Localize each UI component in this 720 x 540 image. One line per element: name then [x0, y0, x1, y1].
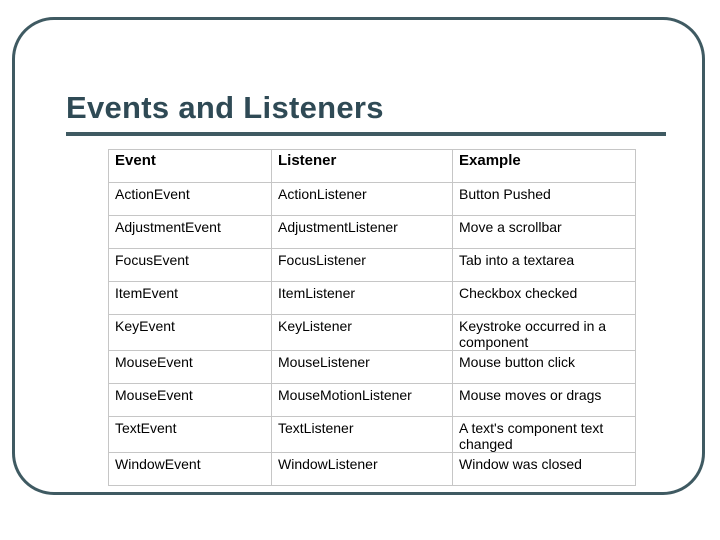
example-cell: Mouse moves or drags — [453, 384, 636, 417]
example-cell: Button Pushed — [453, 183, 636, 216]
event-cell: ItemEvent — [109, 282, 272, 315]
events-table — [108, 149, 636, 486]
listener-cell: TextListener — [272, 417, 453, 453]
listener-cell: MouseListener — [272, 351, 453, 384]
listener-cell: ItemListener — [272, 282, 453, 315]
listener-cell: MouseMotionListener — [272, 384, 453, 417]
listener-cell: WindowListener — [272, 453, 453, 486]
table-row — [109, 315, 636, 351]
table-row — [109, 384, 636, 417]
example-cell: Mouse button click — [453, 351, 636, 384]
event-cell: ActionEvent — [109, 183, 272, 216]
listener-cell: AdjustmentListener — [272, 216, 453, 249]
event-cell: MouseEvent — [109, 384, 272, 417]
event-cell: AdjustmentEvent — [109, 216, 272, 249]
listener-cell: KeyListener — [272, 315, 453, 351]
event-cell: TextEvent — [109, 417, 272, 453]
header-listener: Listener — [272, 150, 453, 183]
table-row — [109, 282, 636, 315]
table-row — [109, 453, 636, 486]
example-cell: Move a scrollbar — [453, 216, 636, 249]
example-cell: Keystroke occurred in a component — [453, 315, 636, 351]
example-cell: Tab into a textarea — [453, 249, 636, 282]
event-cell: WindowEvent — [109, 453, 272, 486]
listener-cell: ActionListener — [272, 183, 453, 216]
event-cell: KeyEvent — [109, 315, 272, 351]
table-row — [109, 351, 636, 384]
table-row — [109, 249, 636, 282]
example-cell: A text's component text changed — [453, 417, 636, 453]
slide-title: Events and Listeners — [66, 90, 384, 125]
header-example: Example — [453, 150, 636, 183]
event-cell: MouseEvent — [109, 351, 272, 384]
table-row — [109, 417, 636, 453]
example-cell: Window was closed — [453, 453, 636, 486]
table-row — [109, 183, 636, 216]
event-cell: FocusEvent — [109, 249, 272, 282]
table-row — [109, 216, 636, 249]
table-header-row — [109, 150, 636, 183]
header-event: Event — [109, 150, 272, 183]
listener-cell: FocusListener — [272, 249, 453, 282]
example-cell: Checkbox checked — [453, 282, 636, 315]
title-underline — [66, 132, 666, 136]
